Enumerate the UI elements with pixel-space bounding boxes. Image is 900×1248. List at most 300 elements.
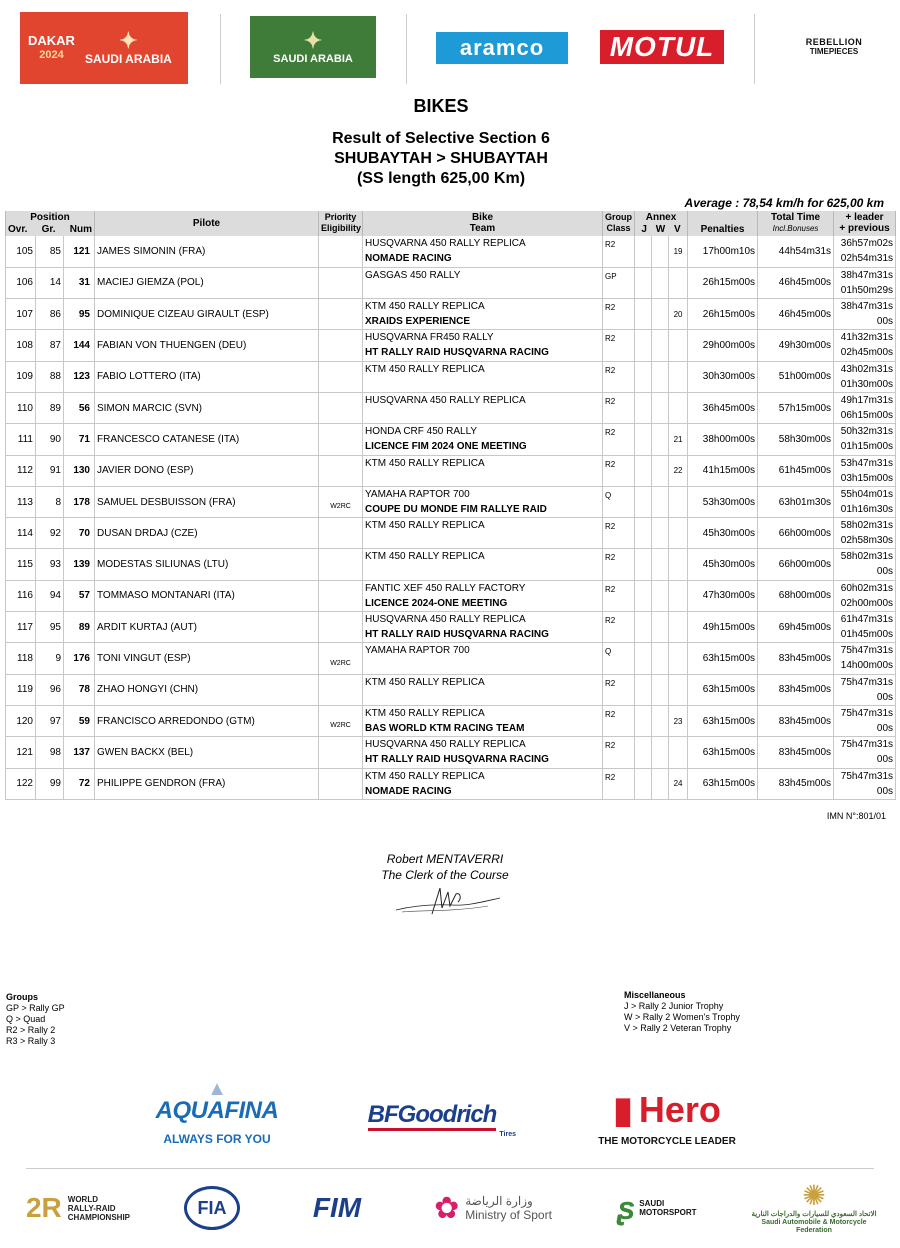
bike-name: KTM 450 RALLY REPLICA: [365, 363, 485, 375]
annex-w-cell: [652, 705, 669, 736]
fim-logo: FIM: [312, 1192, 362, 1223]
bike-name: HUSQVARNA 450 RALLY REPLICA: [365, 739, 526, 751]
annex-w-cell: [652, 392, 669, 423]
group-cell: R2: [603, 392, 635, 423]
position-header: Position Ovr. Gr. Num: [6, 211, 95, 236]
table-row: [6, 612, 896, 643]
team-name: BAS WORLD KTM RACING TEAM: [365, 722, 525, 734]
ovr-header: Ovr.: [8, 224, 28, 235]
gap-cell: [834, 674, 896, 705]
misc-legend-title: Miscellaneous: [624, 990, 686, 1000]
bike-name: KTM 450 RALLY REPLICA: [365, 676, 485, 688]
gr-cell: 98: [36, 737, 64, 768]
pilote-cell: DUSAN DRDAJ (CZE): [95, 518, 319, 549]
bike-name: HONDA CRF 450 RALLY: [365, 426, 478, 438]
team-name: NOMADE RACING: [365, 253, 452, 264]
previous-gap: 01h45m00s: [840, 629, 894, 641]
aquafina-logo: [156, 1080, 278, 1146]
pilote-cell: JAMES SIMONIN (FRA): [95, 236, 319, 267]
penalties-cell: 36h45m00s: [688, 392, 758, 423]
annex-j-cell: [635, 549, 652, 580]
gr-cell: 97: [36, 705, 64, 736]
gr-header: Gr.: [41, 224, 56, 235]
gr-cell: 9: [36, 643, 64, 674]
annex-j-cell: [635, 236, 652, 267]
previous-gap: 00s: [876, 691, 894, 703]
groups-legend-item: GP > Rally GP: [6, 1003, 65, 1013]
gap-cell: [834, 612, 896, 643]
penalties-cell: 26h15m00s: [688, 267, 758, 298]
gr-cell: 99: [36, 768, 64, 799]
annex-v-cell: 24: [669, 768, 688, 799]
penalties-cell: 29h00m00s: [688, 330, 758, 361]
gr-cell: 89: [36, 392, 64, 423]
bike-name: HUSQVARNA FR450 RALLY: [365, 332, 494, 344]
hero-tagline: THE MOTORCYCLE LEADER: [598, 1136, 736, 1147]
total-time-cell: 66h00m00s: [758, 518, 834, 549]
annex-v-cell: [669, 612, 688, 643]
group-cell: Q: [603, 486, 635, 517]
leader-gap: 58h02m31s: [840, 551, 894, 563]
num-cell: 95: [64, 299, 95, 330]
previous-gap: 01h16m30s: [840, 503, 894, 515]
annex-j-cell: [635, 424, 652, 455]
bike-team-cell: [363, 674, 603, 705]
annex-v-cell: [669, 361, 688, 392]
penalties-cell: 49h15m00s: [688, 612, 758, 643]
bike-name: YAMAHA RAPTOR 700: [365, 488, 470, 500]
bfgoodrich-name: BFGoodrich: [368, 1102, 497, 1131]
gap-cell: [834, 768, 896, 799]
total-time-cell: 49h30m00s: [758, 330, 834, 361]
group-cell: R2: [603, 330, 635, 361]
table-row: [6, 267, 896, 298]
annex-j-cell: [635, 580, 652, 611]
gr-cell: 94: [36, 580, 64, 611]
total-time-cell: 83h45m00s: [758, 643, 834, 674]
ministry-english: Ministry of Sport: [465, 1208, 552, 1222]
total-time-cell: 68h00m00s: [758, 580, 834, 611]
annex-w-cell: [652, 267, 669, 298]
previous-gap: 03h15m00s: [840, 472, 894, 484]
annex-w-cell: [652, 518, 669, 549]
dakar-logo-country: SAUDI ARABIA: [84, 52, 172, 66]
table-row: [6, 518, 896, 549]
total-time-cell: 66h00m00s: [758, 549, 834, 580]
groups-legend-item: R3 > Rally 3: [6, 1036, 56, 1046]
eligibility-cell: W2RC: [319, 486, 363, 517]
eligibility-cell: [319, 768, 363, 799]
eligibility-cell: [319, 612, 363, 643]
gr-cell: 92: [36, 518, 64, 549]
pilote-cell: PHILIPPE GENDRON (FRA): [95, 768, 319, 799]
total-time-cell: 61h45m00s: [758, 455, 834, 486]
sponsor-bar: [0, 1080, 900, 1160]
gap-cell: [834, 455, 896, 486]
aramco-logo: aramco: [436, 32, 568, 64]
saudi-motorsport-logo: [612, 1186, 702, 1230]
length-title: (SS length 625,00 Km): [356, 170, 526, 187]
dakar-logo: [20, 12, 188, 84]
leader-gap: 75h47m31s: [840, 707, 894, 719]
annex-w-cell: [652, 330, 669, 361]
team-name: XRAIDS EXPERIENCE: [365, 316, 471, 328]
eligibility-cell: [319, 236, 363, 267]
num-header: Num: [69, 224, 92, 235]
annex-w-cell: [652, 549, 669, 580]
sms-line2: MOTORSPORT: [639, 1208, 697, 1217]
annex-j-cell: [635, 455, 652, 486]
gap-cell: [834, 361, 896, 392]
ovr-cell: 122: [6, 768, 36, 799]
previous-gap: 02h54m31s: [840, 253, 894, 264]
group-cell: R2: [603, 299, 635, 330]
table-row: [6, 580, 896, 611]
hero-name: Hero: [638, 1089, 721, 1130]
annex-j-cell: [635, 486, 652, 517]
num-cell: 121: [64, 236, 95, 267]
bike-team-header: Bike Team: [363, 211, 603, 236]
ovr-cell: 119: [6, 674, 36, 705]
fia-logo: FIA: [184, 1186, 240, 1230]
group-cell: GP: [603, 267, 635, 298]
eligibility-cell: [319, 737, 363, 768]
annex-w-cell: [652, 643, 669, 674]
bike-team-cell: [363, 737, 603, 768]
annex-j-cell: [635, 612, 652, 643]
previous-gap: 02h00m00s: [840, 597, 894, 609]
total-time-cell: 63h01m30s: [758, 486, 834, 517]
total-time-cell: 44h54m31s: [758, 236, 834, 267]
bike-team-cell: [363, 486, 603, 517]
pilote-header: Pilote: [95, 211, 319, 236]
table-row: [6, 299, 896, 330]
saudi-arabia-logo: [250, 16, 376, 78]
bike-name: KTM 450 RALLY REPLICA: [365, 520, 485, 532]
leader-gap: 50h32m31s: [840, 426, 894, 438]
bike-team-cell: [363, 455, 603, 486]
eligibility-cell: W2RC: [319, 643, 363, 674]
total-time-cell: 83h45m00s: [758, 674, 834, 705]
total-time-cell: 51h00m00s: [758, 361, 834, 392]
previous-gap: 01h50m29s: [840, 284, 894, 296]
eligibility-cell: [319, 299, 363, 330]
team-name: HT RALLY RAID HUSQVARNA RACING: [365, 347, 549, 359]
w2rc-line3: CHAMPIONSHIP: [67, 1212, 131, 1222]
previous-gap: 00s: [876, 754, 894, 766]
penalties-cell: 41h15m00s: [688, 455, 758, 486]
penalties-cell: 63h15m00s: [688, 674, 758, 705]
signature-role: The Clerk of the Course: [381, 868, 509, 882]
penalties-header: Penalties: [688, 211, 758, 236]
gr-cell: 91: [36, 455, 64, 486]
imn-number: IMN N°:801/01: [826, 811, 886, 821]
eligibility-cell: [319, 330, 363, 361]
bfgoodrich-tagline: Tires: [499, 1131, 516, 1138]
table-row: [6, 236, 896, 267]
group-cell: R2: [603, 612, 635, 643]
penalties-cell: 45h30m00s: [688, 518, 758, 549]
aquafina-name: AQUAFINA: [155, 1097, 279, 1124]
annex-w-cell: [652, 612, 669, 643]
hero-mark-icon: ▮: [613, 1089, 633, 1130]
bike-name: HUSQVARNA 450 RALLY REPLICA: [365, 394, 526, 406]
leader-gap: 61h47m31s: [840, 614, 894, 626]
bike-team-cell: [363, 267, 603, 298]
bike-name: KTM 450 RALLY REPLICA: [365, 707, 485, 719]
misc-legend-item: V > Rally 2 Veteran Trophy: [624, 1023, 732, 1033]
annex-j-cell: [635, 705, 652, 736]
gap-cell: [834, 392, 896, 423]
num-cell: 56: [64, 392, 95, 423]
bike-team-cell: [363, 768, 603, 799]
pilote-cell: MODESTAS SILIUNAS (LTU): [95, 549, 319, 580]
annex-j-cell: [635, 768, 652, 799]
previous-gap: 14h00m00s: [840, 660, 894, 672]
num-cell: 89: [64, 612, 95, 643]
penalties-cell: 17h00m10s: [688, 236, 758, 267]
annex-j-cell: [635, 518, 652, 549]
total-time-cell: 46h45m00s: [758, 299, 834, 330]
leader-gap: 41h32m31s: [840, 332, 894, 344]
bike-team-cell: [363, 643, 603, 674]
leader-gap: 75h47m31s: [840, 739, 894, 751]
annex-w-cell: [652, 361, 669, 392]
num-cell: 72: [64, 768, 95, 799]
annex-v-cell: [669, 486, 688, 517]
groups-legend-item: R2 > Rally 2: [6, 1025, 56, 1035]
total-time-cell: 83h45m00s: [758, 768, 834, 799]
group-cell: R2: [603, 580, 635, 611]
palm-icon: ✦: [119, 28, 138, 53]
penalties-cell: 63h15m00s: [688, 705, 758, 736]
pilote-cell: FABIO LOTTERO (ITA): [95, 361, 319, 392]
ovr-cell: 106: [6, 267, 36, 298]
total-time-cell: 83h45m00s: [758, 705, 834, 736]
eligibility-cell: [319, 580, 363, 611]
eligibility-cell: [319, 267, 363, 298]
table-row: [6, 549, 896, 580]
hero-logo: [594, 1089, 740, 1147]
table-row: [6, 455, 896, 486]
leader-gap: 38h47m31s: [840, 269, 894, 281]
num-cell: 137: [64, 737, 95, 768]
bike-name: KTM 450 RALLY REPLICA: [365, 301, 485, 313]
saudi-logo-label: SAUDI ARABIA: [273, 53, 353, 65]
federation-bar: [0, 1180, 900, 1242]
gap-header: + leader + previous: [834, 211, 896, 236]
bike-name: HUSQVARNA 450 RALLY REPLICA: [365, 614, 526, 626]
team-name: NOMADE RACING: [365, 785, 452, 797]
penalties-cell: 45h30m00s: [688, 549, 758, 580]
annex-j-cell: [635, 392, 652, 423]
annex-v-cell: [669, 737, 688, 768]
gap-cell: [834, 299, 896, 330]
misc-legend-item: J > Rally 2 Junior Trophy: [624, 1001, 724, 1011]
team-name: LICENCE FIM 2024 ONE MEETING: [365, 441, 527, 453]
num-cell: 176: [64, 643, 95, 674]
group-cell: R2: [603, 236, 635, 267]
aquafina-tagline: ALWAYS FOR YOU: [163, 1132, 271, 1146]
penalties-cell: 53h30m00s: [688, 486, 758, 517]
ovr-cell: 112: [6, 455, 36, 486]
bike-team-cell: [363, 330, 603, 361]
gap-cell: [834, 643, 896, 674]
samf-logo: [750, 1180, 878, 1236]
num-cell: 178: [64, 486, 95, 517]
eligibility-cell: W2RC: [319, 705, 363, 736]
table-row: [6, 424, 896, 455]
ovr-cell: 120: [6, 705, 36, 736]
num-cell: 31: [64, 267, 95, 298]
sms-mark-icon: ʂ: [617, 1189, 636, 1226]
gap-cell: [834, 236, 896, 267]
penalties-cell: 47h30m00s: [688, 580, 758, 611]
ovr-cell: 113: [6, 486, 36, 517]
category-title: BIKES: [413, 96, 469, 116]
ovr-cell: 111: [6, 424, 36, 455]
annex-j-cell: [635, 330, 652, 361]
annex-v-cell: 19: [669, 236, 688, 267]
leader-gap: 53h47m31s: [840, 457, 894, 469]
route-title: SHUBAYTAH > SHUBAYTAH: [334, 150, 548, 167]
ovr-cell: 107: [6, 299, 36, 330]
annex-v-cell: [669, 580, 688, 611]
rebellion-logo-sub: TIMEPIECES: [809, 47, 859, 56]
previous-gap: 00s: [876, 722, 894, 734]
team-name: LICENCE 2024-ONE MEETING: [365, 597, 508, 609]
w2rc-line2: RALLY-RAID: [67, 1203, 116, 1213]
pilote-cell: TOMMASO MONTANARI (ITA): [95, 580, 319, 611]
bike-team-cell: [363, 299, 603, 330]
previous-gap: 06h15m00s: [840, 409, 894, 421]
misc-legend-item: W > Rally 2 Women's Trophy: [624, 1012, 740, 1022]
group-cell: R2: [603, 737, 635, 768]
leader-gap: 55h04m01s: [840, 488, 894, 500]
gr-cell: 14: [36, 267, 64, 298]
gr-cell: 8: [36, 486, 64, 517]
annex-j-cell: [635, 674, 652, 705]
num-cell: 59: [64, 705, 95, 736]
annex-w-cell: [652, 768, 669, 799]
samf-arabic: الاتحاد السعودي للسيارات والدراجات النارية: [751, 1211, 877, 1218]
mountain-icon: ▲: [207, 1078, 227, 1100]
annex-w-header: W: [655, 224, 666, 235]
logo-divider: [220, 14, 221, 84]
total-time-cell: 83h45m00s: [758, 737, 834, 768]
logo-divider: [406, 14, 407, 84]
annex-v-cell: 20: [669, 299, 688, 330]
table-row: [6, 392, 896, 423]
results-body: [6, 236, 896, 799]
total-time-header: Total Time Incl.Bonuses: [758, 211, 834, 236]
ovr-cell: 105: [6, 236, 36, 267]
num-cell: 139: [64, 549, 95, 580]
annex-j-cell: [635, 737, 652, 768]
previous-gap: 01h30m00s: [840, 378, 894, 390]
table-row: [6, 486, 896, 517]
annex-j-cell: [635, 643, 652, 674]
gr-cell: 93: [36, 549, 64, 580]
bike-team-cell: [363, 705, 603, 736]
eligibility-cell: [319, 549, 363, 580]
gr-cell: 90: [36, 424, 64, 455]
palm-swords-icon: ✦: [303, 28, 323, 53]
leader-gap: 75h47m31s: [840, 770, 894, 782]
average-speed: Average : 78,54 km/h for 625,00 km: [684, 196, 884, 210]
pilote-cell: SIMON MARCIC (SVN): [95, 392, 319, 423]
annex-j-cell: [635, 267, 652, 298]
num-cell: 130: [64, 455, 95, 486]
ministry-arabic: وزارة الرياضة: [465, 1194, 533, 1208]
annex-w-cell: [652, 455, 669, 486]
leader-gap: 75h47m31s: [840, 645, 894, 657]
ovr-cell: 110: [6, 392, 36, 423]
pilote-cell: DOMINIQUE CIZEAU GIRAULT (ESP): [95, 299, 319, 330]
ovr-cell: 121: [6, 737, 36, 768]
penalties-cell: 26h15m00s: [688, 299, 758, 330]
gap-cell: [834, 549, 896, 580]
bike-team-cell: [363, 549, 603, 580]
table-row: [6, 674, 896, 705]
gr-cell: 85: [36, 236, 64, 267]
annex-w-cell: [652, 299, 669, 330]
previous-gap: 02h58m30s: [840, 535, 894, 547]
annex-w-cell: [652, 674, 669, 705]
handwritten-signature: [392, 884, 504, 918]
header-logo-bar: [20, 10, 880, 86]
logo-divider: [754, 14, 755, 84]
bike-team-cell: [363, 392, 603, 423]
annex-header: Annex J W V: [635, 211, 688, 236]
previous-gap: 01h15m00s: [840, 441, 894, 453]
dakar-logo-year: 2024: [39, 49, 64, 61]
annex-v-cell: [669, 643, 688, 674]
eligibility-cell: [319, 361, 363, 392]
motul-logo: MOTUL: [600, 30, 724, 64]
team-name: COUPE DU MONDE FIM RALLYE RAID: [365, 503, 547, 515]
num-cell: 144: [64, 330, 95, 361]
table-row: [6, 643, 896, 674]
annex-v-cell: 23: [669, 705, 688, 736]
gr-cell: 95: [36, 612, 64, 643]
penalties-cell: 63h15m00s: [688, 737, 758, 768]
leader-gap: 60h02m31s: [840, 582, 894, 594]
gap-cell: [834, 424, 896, 455]
leader-gap: 58h02m31s: [840, 520, 894, 532]
num-cell: 70: [64, 518, 95, 549]
eligibility-cell: [319, 518, 363, 549]
annex-v-cell: 22: [669, 455, 688, 486]
gap-cell: [834, 705, 896, 736]
num-cell: 123: [64, 361, 95, 392]
gr-cell: 87: [36, 330, 64, 361]
eligibility-cell: [319, 455, 363, 486]
annex-j-header: J: [641, 224, 647, 235]
groups-legend-title: Groups: [6, 992, 39, 1002]
w2rc-mark: 2R: [25, 1192, 62, 1223]
gap-cell: [834, 330, 896, 361]
pilote-cell: FRANCESCO CATANESE (ITA): [95, 424, 319, 455]
gr-cell: 86: [36, 299, 64, 330]
bike-team-cell: [363, 580, 603, 611]
total-time-cell: 58h30m00s: [758, 424, 834, 455]
group-cell: R2: [603, 455, 635, 486]
table-header-row: [6, 211, 896, 236]
bike-name: YAMAHA RAPTOR 700: [365, 645, 470, 657]
annex-j-cell: [635, 299, 652, 330]
pilote-cell: SAMUEL DESBUISSON (FRA): [95, 486, 319, 517]
